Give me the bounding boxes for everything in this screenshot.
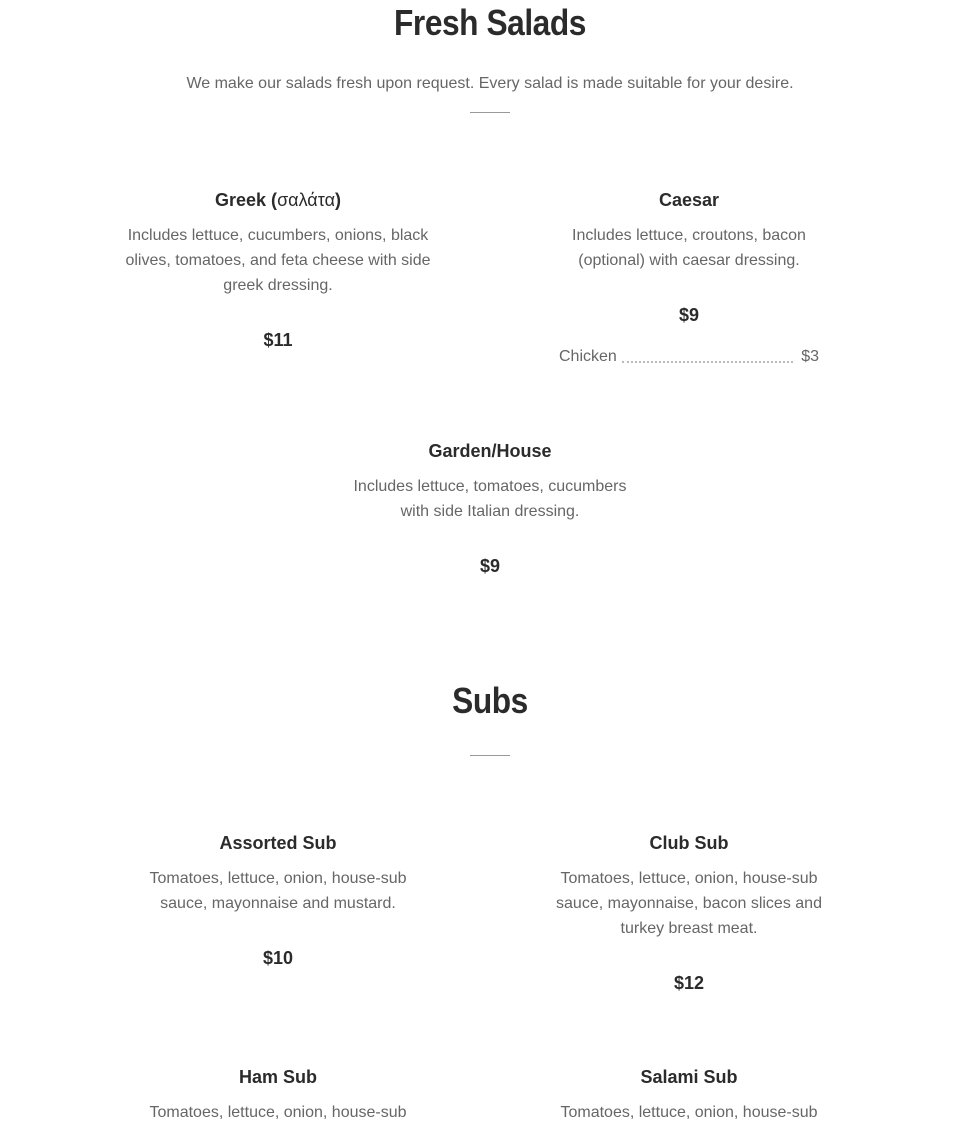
menu-item-name: Salami Sub: [640, 1067, 738, 1087]
menu-item-price: $11: [263, 330, 293, 350]
menu-item-name: Ham Sub: [238, 1067, 317, 1087]
menu-item-addon: [559, 347, 819, 367]
menu-item-name: Garden/House: [428, 441, 552, 461]
menu-item-description: Includes lettuce, cucumbers, onions, black olives, tomatoes, and feta cheese with side greek dressing.: [125, 227, 431, 294]
addon-price: $3: [801, 348, 819, 365]
menu-item-caesar: [566, 189, 812, 273]
menu-item-ham-sub: [142, 1066, 414, 1125]
salads-divider: [470, 112, 510, 113]
menu-item-garden-house: [350, 440, 630, 524]
menu-item-name: Greek (σαλάτα): [215, 190, 341, 210]
subs-section-title: Subs: [452, 680, 528, 721]
salads-section-subtitle: We make our salads fresh upon request. Every salad is made suitable for your desire.: [186, 75, 794, 92]
menu-item-description: Tomatoes, lettuce, onion, house-sub: [560, 1104, 818, 1121]
menu-item-salami-sub: [553, 1066, 825, 1125]
addon-leader-dots: [622, 361, 793, 363]
addon-label: Chicken: [559, 348, 617, 365]
menu-item-description: Includes lettuce, croutons, bacon (optional) with caesar dressing.: [572, 227, 806, 269]
menu-item-price: $12: [673, 973, 705, 993]
menu-item-club-sub: [553, 832, 825, 941]
salads-section-title: Fresh Salads: [394, 2, 586, 43]
menu-item-name: Assorted Sub: [219, 833, 337, 853]
menu-item-description: Tomatoes, lettuce, onion, house-sub sauce, mayonnaise, bacon slices and turkey breast meat.: [556, 870, 822, 937]
menu-item-name: Caesar: [658, 190, 720, 210]
menu-item-description: Includes lettuce, tomatoes, cucumbers with side Italian dressing.: [353, 478, 627, 520]
menu-item-assorted-sub: [142, 832, 414, 916]
menu-item-description: Tomatoes, lettuce, onion, house-sub sauce, mayonnaise and mustard.: [149, 870, 407, 912]
menu-item-greek: [122, 189, 434, 298]
subs-divider: [470, 755, 510, 756]
menu-item-name: Club Sub: [649, 833, 729, 853]
menu-item-price: $10: [262, 948, 294, 968]
menu-item-price: $9: [678, 305, 700, 325]
menu-item-price: $9: [479, 556, 501, 576]
menu-item-description: Tomatoes, lettuce, onion, house-sub: [149, 1104, 407, 1121]
